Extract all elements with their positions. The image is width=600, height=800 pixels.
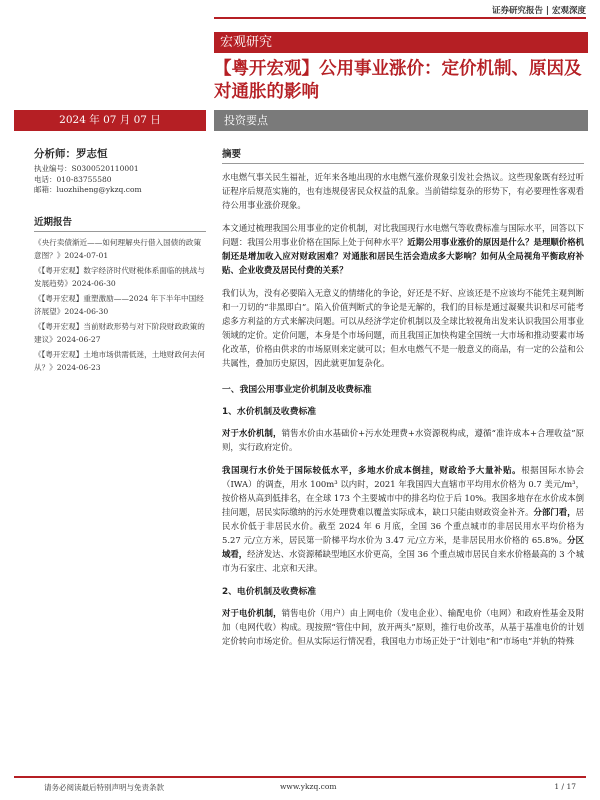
footer-disclaimer: 请务必阅读最后特别声明与免责条款 xyxy=(44,783,164,792)
recent-report-link[interactable]: 《央行卖债渐近——如何理解央行借入国债的政策意图？》2024-07-01 xyxy=(34,237,202,260)
contact-line: 邮箱：luozhiheng@ykzq.com xyxy=(34,185,142,194)
recent-report-link[interactable]: 《【粤开宏观】当前财政形势与对下阶段财政政策的建议》2024-06-27 xyxy=(34,321,205,344)
paragraph-text: 根据国际水协会（IWA）的调查，用水 100m³ 以内时，2021 年我国四大直辖市平均用水价格为 0.7 美元/m³，按价格从高到低排名，在全球 173 个主要城市中的排名均位于后 10%。我国多地存在水价成本倒挂问题，居民实际缴纳的污水处理费难以覆盖实际成本，缺口只能由财政资金补齐。 xyxy=(222,465,584,517)
analyst-name: 分析师：罗志恒 xyxy=(34,148,108,160)
contact-line: 执业编号：S0300520110001 xyxy=(34,164,139,173)
recent-report-link[interactable]: 《【粤开宏观】数字经济时代财税体系面临的挑战与发展趋势》2024-06-30 xyxy=(34,265,205,288)
subsection-heading: 2、电价机制及收费标准 xyxy=(222,587,317,597)
header-rule xyxy=(214,17,586,19)
footer-rule xyxy=(14,776,586,778)
body-paragraph xyxy=(222,426,584,454)
category-bar: 宏观研究 xyxy=(214,32,588,53)
paragraph-bold-text: 我国现行水价处于国际较低水平，多地水价成本倒挂，财政给予大量补贴。 xyxy=(222,465,522,475)
footer-website[interactable]: www.ykzq.com xyxy=(280,782,337,791)
paragraph-text: 水电燃气事关民生福祉，近年来各地出现的水电燃气涨价现象引发社会热议。这些现象既有经过听证程序后规范实施的，也有违规侵害民众权益的乱象。当前错综复杂的形势下，有必要理性客观看待公用事业涨价现象。 xyxy=(222,172,584,210)
paragraph-text: 经济发达、水资源稀缺型地区水价更高，全国 36 个重点城市居民自来水价格最高的 3 个城市为石家庄、北京和天津。 xyxy=(222,549,584,573)
abstract-paragraph xyxy=(222,170,584,212)
main-content xyxy=(222,146,584,657)
key-points-bar: 投资要点 xyxy=(214,110,588,131)
paragraph-bold-text: 对于水价机制， xyxy=(222,428,282,438)
recent-report-link[interactable]: 《【粤开宏观】重塑激励——2024 年下半年中国经济展望》2024-06-30 xyxy=(34,293,204,316)
footer-page-number: 1 / 17 xyxy=(554,782,576,791)
recent-reports-list xyxy=(34,236,206,374)
report-title: 【粤开宏观】公用事业涨价：定价机制、原因及对通胀的影响 xyxy=(214,59,582,102)
body-paragraph xyxy=(222,463,584,575)
paragraph-bold-text: 对于电价机制， xyxy=(222,608,282,618)
paragraph-text: 销售电价（用户）由上网电价（发电企业）、输配电价（电网）和政府性基金及附加（电网代收）构成。现按照“管住中间，放开两头”原则，推行电价改革，从基于基准电价的计划定价转向市场定价。但从实际运行情况看，我国电力市场正处于“计划电”和“市场电”并轨的特殊 xyxy=(222,608,584,646)
section-heading: 一、我国公用事业定价机制及收费标准 xyxy=(222,385,372,395)
recent-report-link[interactable]: 《【粤开宏观】土地市场供需低迷，土地财政何去何从？》2024-06-23 xyxy=(34,349,205,372)
paragraph-text: 销售水价由水基础价+污水处理费+水资源税构成，遵循“准许成本+合理收益”原则，实行政府定价。 xyxy=(222,428,584,452)
subsection-heading: 1、水价机制及收费标准 xyxy=(222,407,317,417)
abstract-paragraph xyxy=(222,286,584,370)
contact-line: 电话：010-83755580 xyxy=(34,174,112,184)
body-paragraph xyxy=(222,606,584,648)
sidebar xyxy=(34,146,206,376)
recent-reports-title: 近期报告 xyxy=(34,214,206,232)
paragraph-text: 本文通过梳理我国公用事业的定价机制，对比我国现行水电燃气等收费标准与国际水平，回答以下问题：我国公用事业价格在国际上处于何种水平？ xyxy=(222,223,584,247)
paragraph-bold-text: 分区域看， xyxy=(222,535,584,559)
report-date: 2024 年 07 月 07 日 xyxy=(14,110,206,131)
abstract-paragraph xyxy=(222,221,584,277)
paragraph-bold-text: 近期公用事业涨价的原因是什么？是理顺价格机制还是增加收入应对财政困难？对通胀和居民生活会造成多大影响？如何从全局视角平衡政府补贴、企业收费及居民付费的关系？ xyxy=(222,237,585,275)
abstract-title: 摘要 xyxy=(222,146,584,164)
paragraph-bold-text: 分部门看， xyxy=(533,507,576,517)
report-type-tag: 证券研究报告 | 宏观深度 xyxy=(491,6,586,16)
paragraph-text: 居民水价低于非居民水价。截至 2024 年 6 月底，全国 36 个重点城市的非居民用水平均价格为 5.27 元/立方米，居民第一阶梯平均水价为 3.47 元/立方米，是非居民用水价格的 65.8%。 xyxy=(222,507,585,545)
paragraph-text: 我们认为，没有必要陷入无意义的情绪化的争论，好还是不好、应该还是不应该均不能凭主观判断和一刀切的“非黑即白”。陷入价值判断式的争论是无解的，我们的目标是通过凝聚共识和尽可能考虑多方利益的方式来解决问题。可以从经济学定价机制以及全球比较视角出发来认识我国公用事业领域的定价。定价问题，本身是个市场问题，而且我国正加快构建全国统一大市场和推动要素市场化改革，价格由供求的市场原则来定就可以；但水电燃气不是一般意义的商品，有一定的公益和公共属性，叠加历史原因，因此就更加复杂化。 xyxy=(222,288,584,368)
